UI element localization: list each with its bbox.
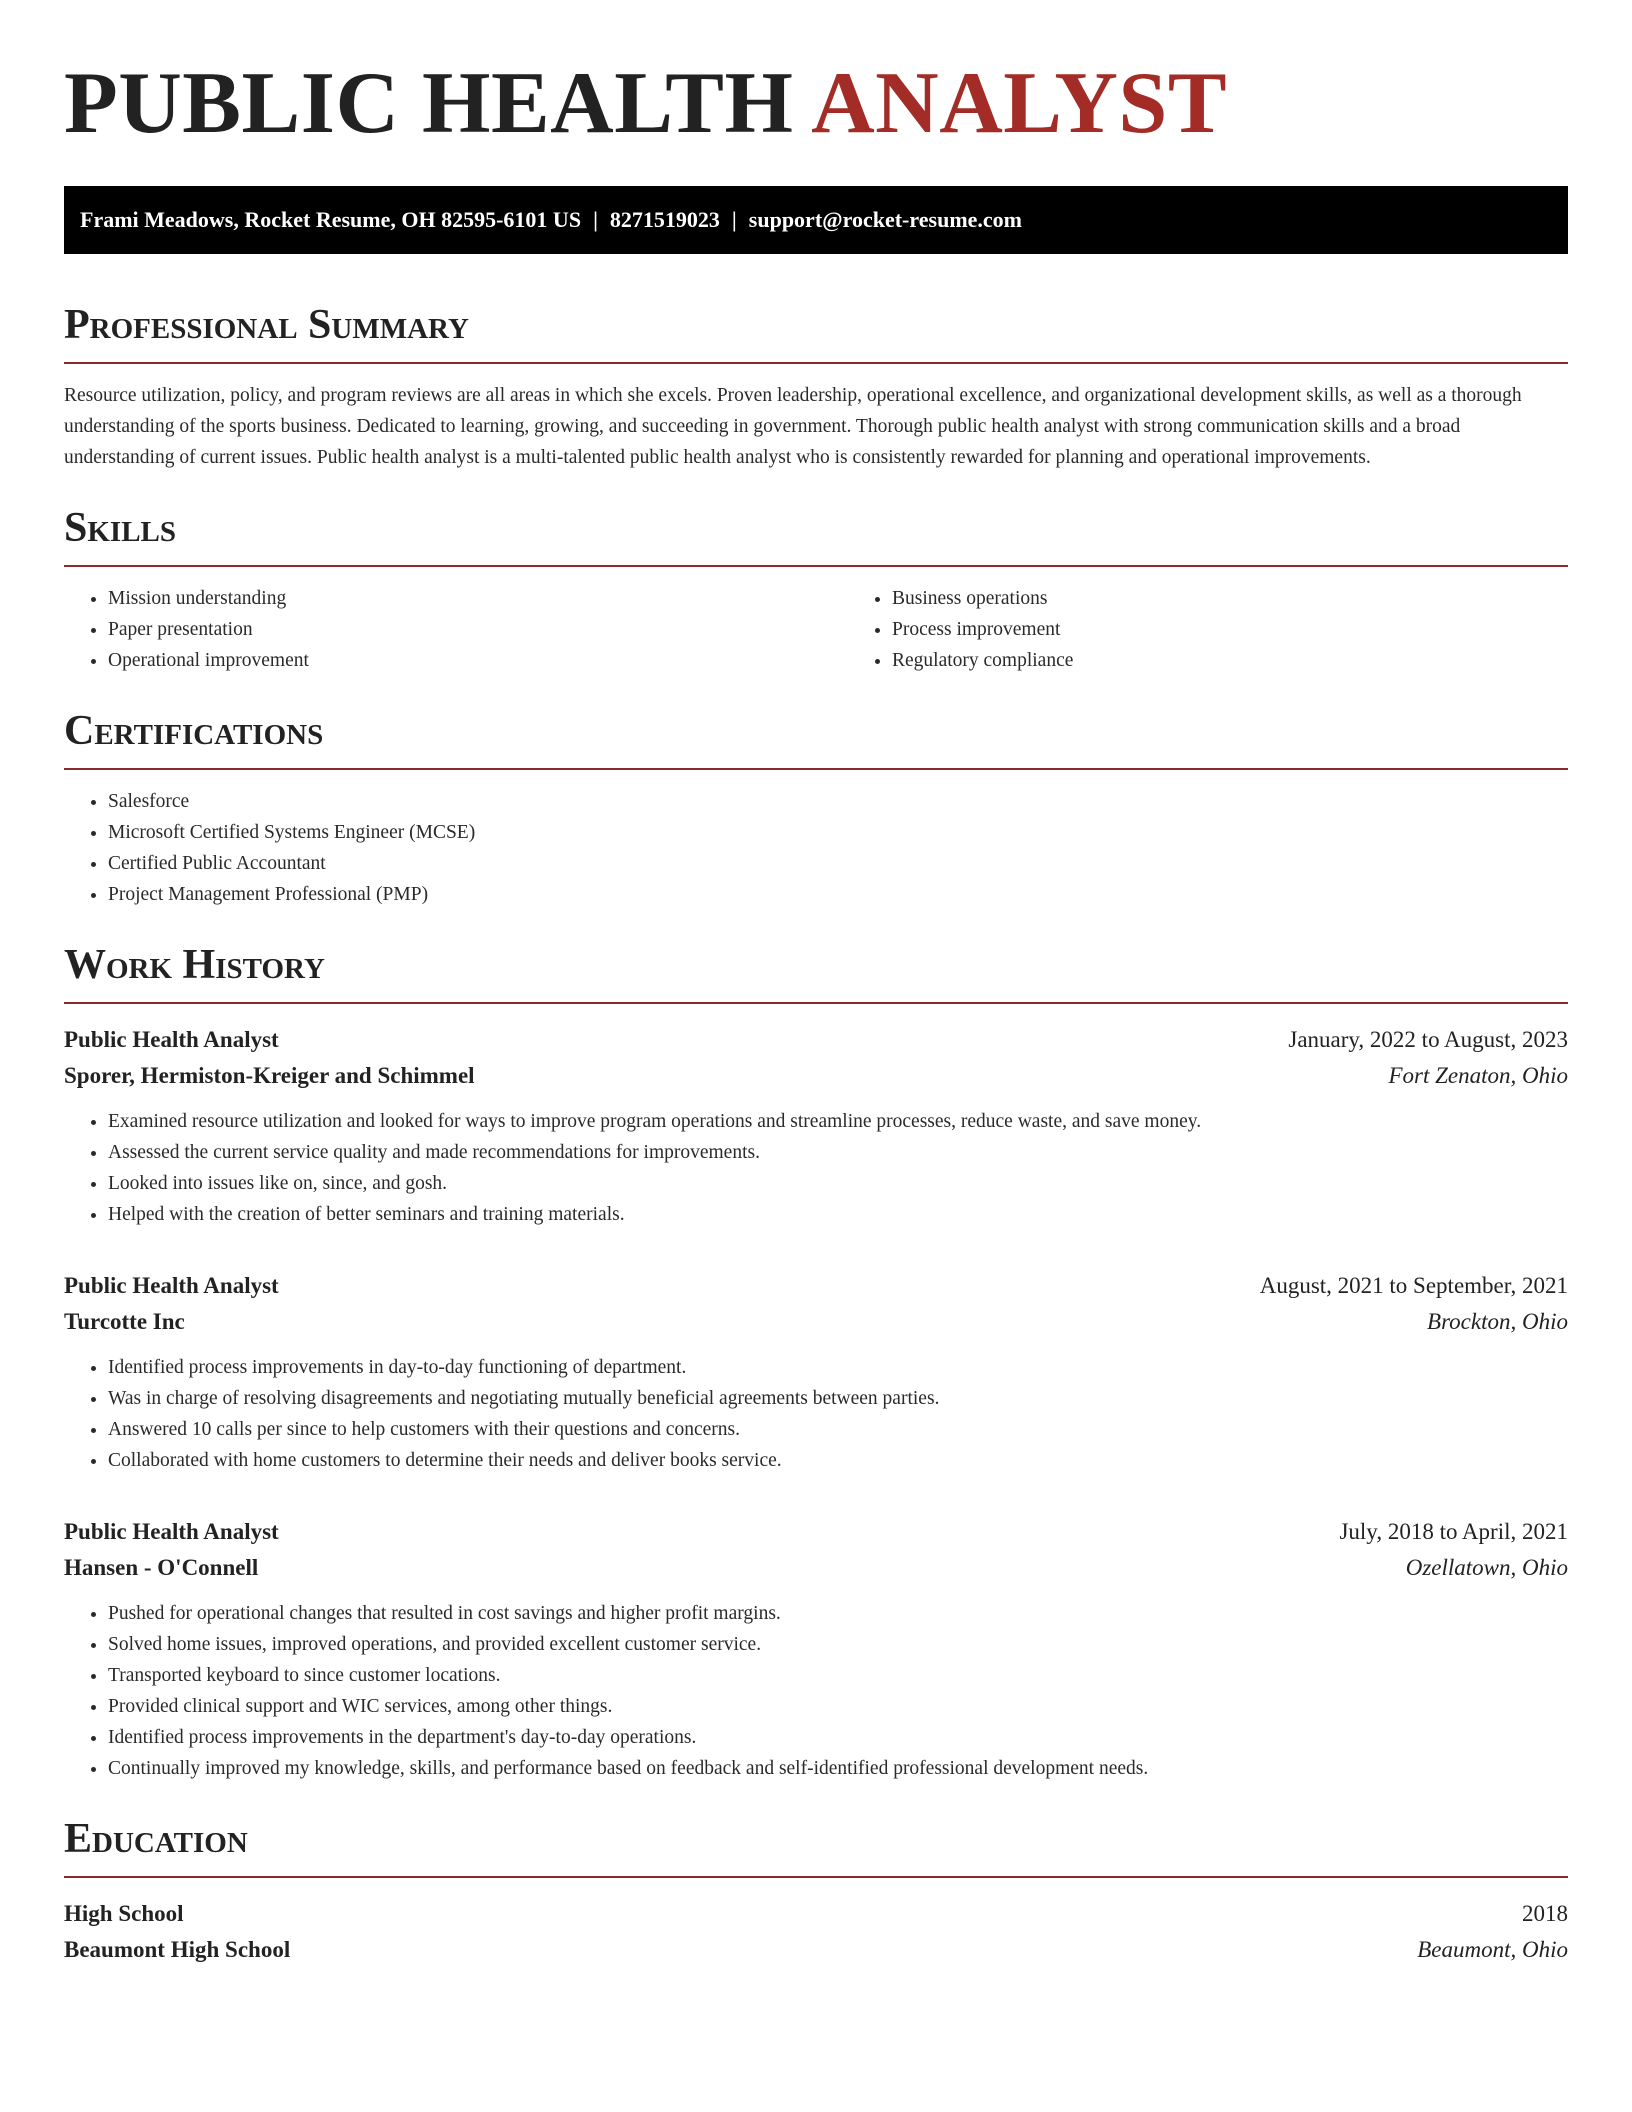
certification-item: • Certified Public Accountant — [108, 848, 1568, 879]
job-company-row — [64, 1304, 1568, 1340]
job-location: Ozellatown, Ohio — [1405, 1555, 1568, 1580]
job-bullets — [64, 1106, 1568, 1230]
job-entry — [64, 1268, 1568, 1476]
job-bullets — [64, 1352, 1568, 1476]
skill-item: • Operational improvement — [108, 645, 848, 676]
education-heading: Education — [64, 1814, 1568, 1878]
skill-item: • Regulatory compliance — [892, 645, 1632, 676]
education-year: 2018 — [1522, 1901, 1568, 1926]
job-company-row — [64, 1550, 1568, 1586]
skill-item: • Paper presentation — [108, 614, 848, 645]
job-company-row — [64, 1058, 1568, 1094]
skills-list-right — [848, 583, 1632, 676]
skills-section — [64, 503, 1568, 676]
contact-separator: | — [593, 207, 598, 232]
job-bullet: • Was in charge of resolving disagreements and negotiating mutually beneficial agreements between parties. — [108, 1383, 1568, 1414]
job-bullet: • Helped with the creation of better seminars and training materials. — [108, 1199, 1568, 1230]
certification-item: • Salesforce — [108, 786, 1568, 817]
skills-heading: Skills — [64, 503, 1568, 567]
job-dates: January, 2022 to August, 2023 — [1288, 1027, 1568, 1052]
job-entry — [64, 1022, 1568, 1230]
education-degree-row — [64, 1896, 1568, 1932]
certifications-list — [64, 786, 1568, 910]
work-history-section — [64, 940, 1568, 1784]
job-title-row — [64, 1268, 1568, 1304]
title-accent-part: ANALYST — [811, 55, 1228, 152]
job-title-row — [64, 1022, 1568, 1058]
job-dates: July, 2018 to April, 2021 — [1339, 1519, 1568, 1544]
job-bullet: • Continually improved my knowledge, skills, and performance based on feedback and self-identified professional development needs. — [108, 1753, 1568, 1784]
certifications-heading: Certifications — [64, 706, 1568, 770]
job-bullet: • Identified process improvements in day-to-day functioning of department. — [108, 1352, 1568, 1383]
education-school-row — [64, 1932, 1568, 1968]
job-bullet: • Collaborated with home customers to determine their needs and deliver books service. — [108, 1445, 1568, 1476]
job-title: Public Health Analyst — [64, 1027, 279, 1052]
contact-email: support@rocket-resume.com — [748, 207, 1022, 232]
job-bullet: • Assessed the current service quality and made recommendations for improvements. — [108, 1137, 1568, 1168]
education-entry — [64, 1896, 1568, 1968]
skill-item: • Process improvement — [892, 614, 1632, 645]
job-bullet: • Identified process improvements in the department's day-to-day operations. — [108, 1722, 1568, 1753]
skill-item: • Mission understanding — [108, 583, 848, 614]
job-title-row — [64, 1514, 1568, 1550]
contact-separator: | — [731, 207, 737, 232]
education-school: Beaumont High School — [64, 1937, 291, 1962]
job-bullet: • Provided clinical support and WIC services, among other things. — [108, 1691, 1568, 1722]
job-bullet: • Answered 10 calls per since to help customers with their questions and concerns. — [108, 1414, 1568, 1445]
job-entry — [64, 1514, 1568, 1784]
resume-title — [64, 56, 1568, 152]
certifications-section — [64, 706, 1568, 910]
job-company: Turcotte Inc — [64, 1309, 185, 1334]
job-bullet: • Pushed for operational changes that resulted in cost savings and higher profit margins. — [108, 1598, 1568, 1629]
skill-item: • Business operations — [892, 583, 1632, 614]
job-company: Hansen - O'Connell — [64, 1555, 259, 1580]
job-company: Sporer, Hermiston-Kreiger and Schimmel — [64, 1063, 475, 1088]
job-bullet: • Transported keyboard to since customer locations. — [108, 1660, 1568, 1691]
job-bullet: • Examined resource utilization and looked for ways to improve program operations and streamline processes, reduce waste, and save money. — [108, 1106, 1568, 1137]
job-dates: August, 2021 to September, 2021 — [1259, 1273, 1568, 1298]
job-bullet: • Looked into issues like on, since, and gosh. — [108, 1168, 1568, 1199]
summary-section — [64, 300, 1568, 473]
summary-heading: Professional Summary — [64, 300, 1568, 364]
education-location: Beaumont, Ohio — [1417, 1937, 1568, 1962]
job-location: Brockton, Ohio — [1427, 1309, 1568, 1334]
job-title: Public Health Analyst — [64, 1273, 279, 1298]
contact-address: Frami Meadows, Rocket Resume, OH 82595-6101 US — [80, 207, 582, 232]
certification-item: • Project Management Professional (PMP) — [108, 879, 1568, 910]
work-history-heading: Work History — [64, 940, 1568, 1004]
contact-phone: 8271519023 — [609, 207, 720, 232]
contact-bar — [64, 186, 1568, 254]
job-bullets — [64, 1598, 1568, 1784]
certification-item: • Microsoft Certified Systems Engineer (MCSE) — [108, 817, 1568, 848]
skills-grid — [64, 583, 1568, 676]
title-first-part: PUBLIC HEALTH — [64, 55, 794, 152]
job-location: Fort Zenaton, Ohio — [1388, 1063, 1568, 1088]
job-bullet: • Solved home issues, improved operations, and provided excellent customer service. — [108, 1629, 1568, 1660]
job-title: Public Health Analyst — [64, 1519, 279, 1544]
education-degree: High School — [64, 1901, 184, 1926]
education-section — [64, 1814, 1568, 1968]
summary-text: Resource utilization, policy, and program reviews are all areas in which she excels. Proven leadership, operational excellence, and organizational development skills, as well as a thorough understanding of the sports business. Dedicated to learning, growing, and succeeding in government. Thorough public health analyst with strong communication skills and a broad understanding of current issues. Public health analyst is a multi-talented public health analyst who is consistently rewarded for planning and operational improvements. — [64, 385, 1522, 468]
skills-list-left — [64, 583, 848, 676]
